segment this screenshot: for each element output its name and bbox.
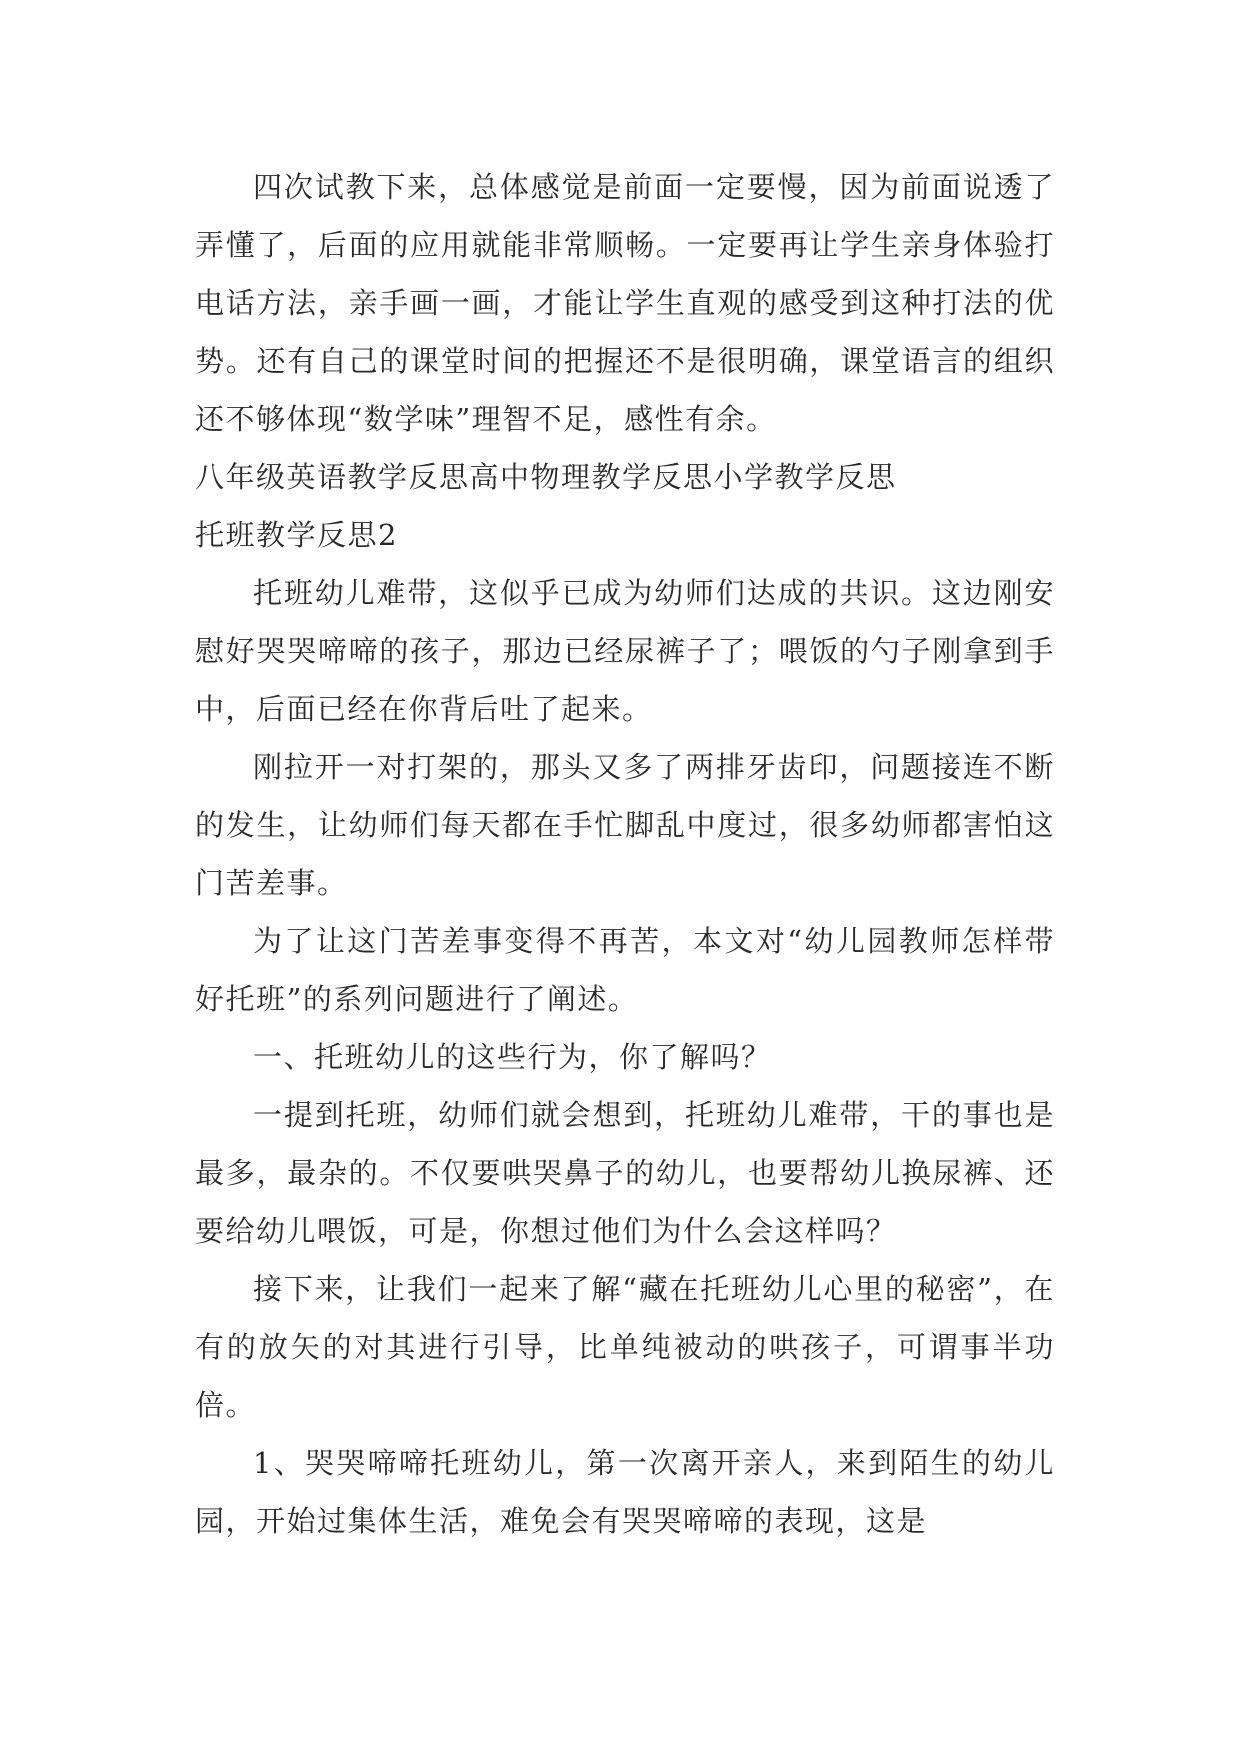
paragraph-purpose: 为了让这门苦差事变得不再苦，本文对“幼儿园教师怎样带好托班”的系列问题进行了阐述。 — [195, 924, 1055, 1016]
paragraph-problems: 刚拉开一对打架的，那头又多了两排牙齿印，问题接连不断的发生，让幼师们每天都在手忙脚乱中度过，很多幼师都害怕这门苦差事。 — [195, 750, 1055, 900]
related-articles-line: 八年级英语教学反思高中物理教学反思小学教学反思 — [195, 460, 897, 494]
subheading-behaviors: 一、托班幼儿的这些行为，你了解吗？ — [253, 1040, 772, 1074]
paragraph-tasks: 一提到托班，幼师们就会想到，托班幼儿难带，干的事也是最多，最杂的。不仅要哄哭鼻子的幼儿，也要帮幼儿换尿裤、还要给幼儿喂饭，可是，你想过他们为什么会这样吗？ — [195, 1098, 1055, 1248]
paragraph-crying: 1、哭哭啼啼托班幼儿，第一次离开亲人，来到陌生的幼儿园，开始过集体生活，难免会有哭哭啼啼的表现，这是 — [195, 1446, 1055, 1538]
section-heading: 托班教学反思2 — [195, 518, 398, 552]
document-body — [195, 158, 1055, 1550]
paragraph-intro: 托班幼儿难带，这似乎已成为幼师们达成的共识。这边刚安慰好哭哭啼啼的孩子，那边已经尿裤子了；喂饭的勺子刚拿到手中，后面已经在你背后吐了起来。 — [195, 576, 1055, 726]
paragraph-secrets: 接下来，让我们一起来了解“藏在托班幼儿心里的秘密”，在有的放矢的对其进行引导，比单纯被动的哄孩子，可谓事半功倍。 — [195, 1272, 1055, 1422]
paragraph-reflection-summary: 四次试教下来，总体感觉是前面一定要慢，因为前面说透了弄懂了，后面的应用就能非常顺畅。一定要再让学生亲身体验打电话方法，亲手画一画，才能让学生直观的感受到这种打法的优势。还有自己的课堂时间的把握还不是很明确，课堂语言的组织还不够体现“数学味”理智不足，感性有余。 — [195, 170, 1055, 436]
